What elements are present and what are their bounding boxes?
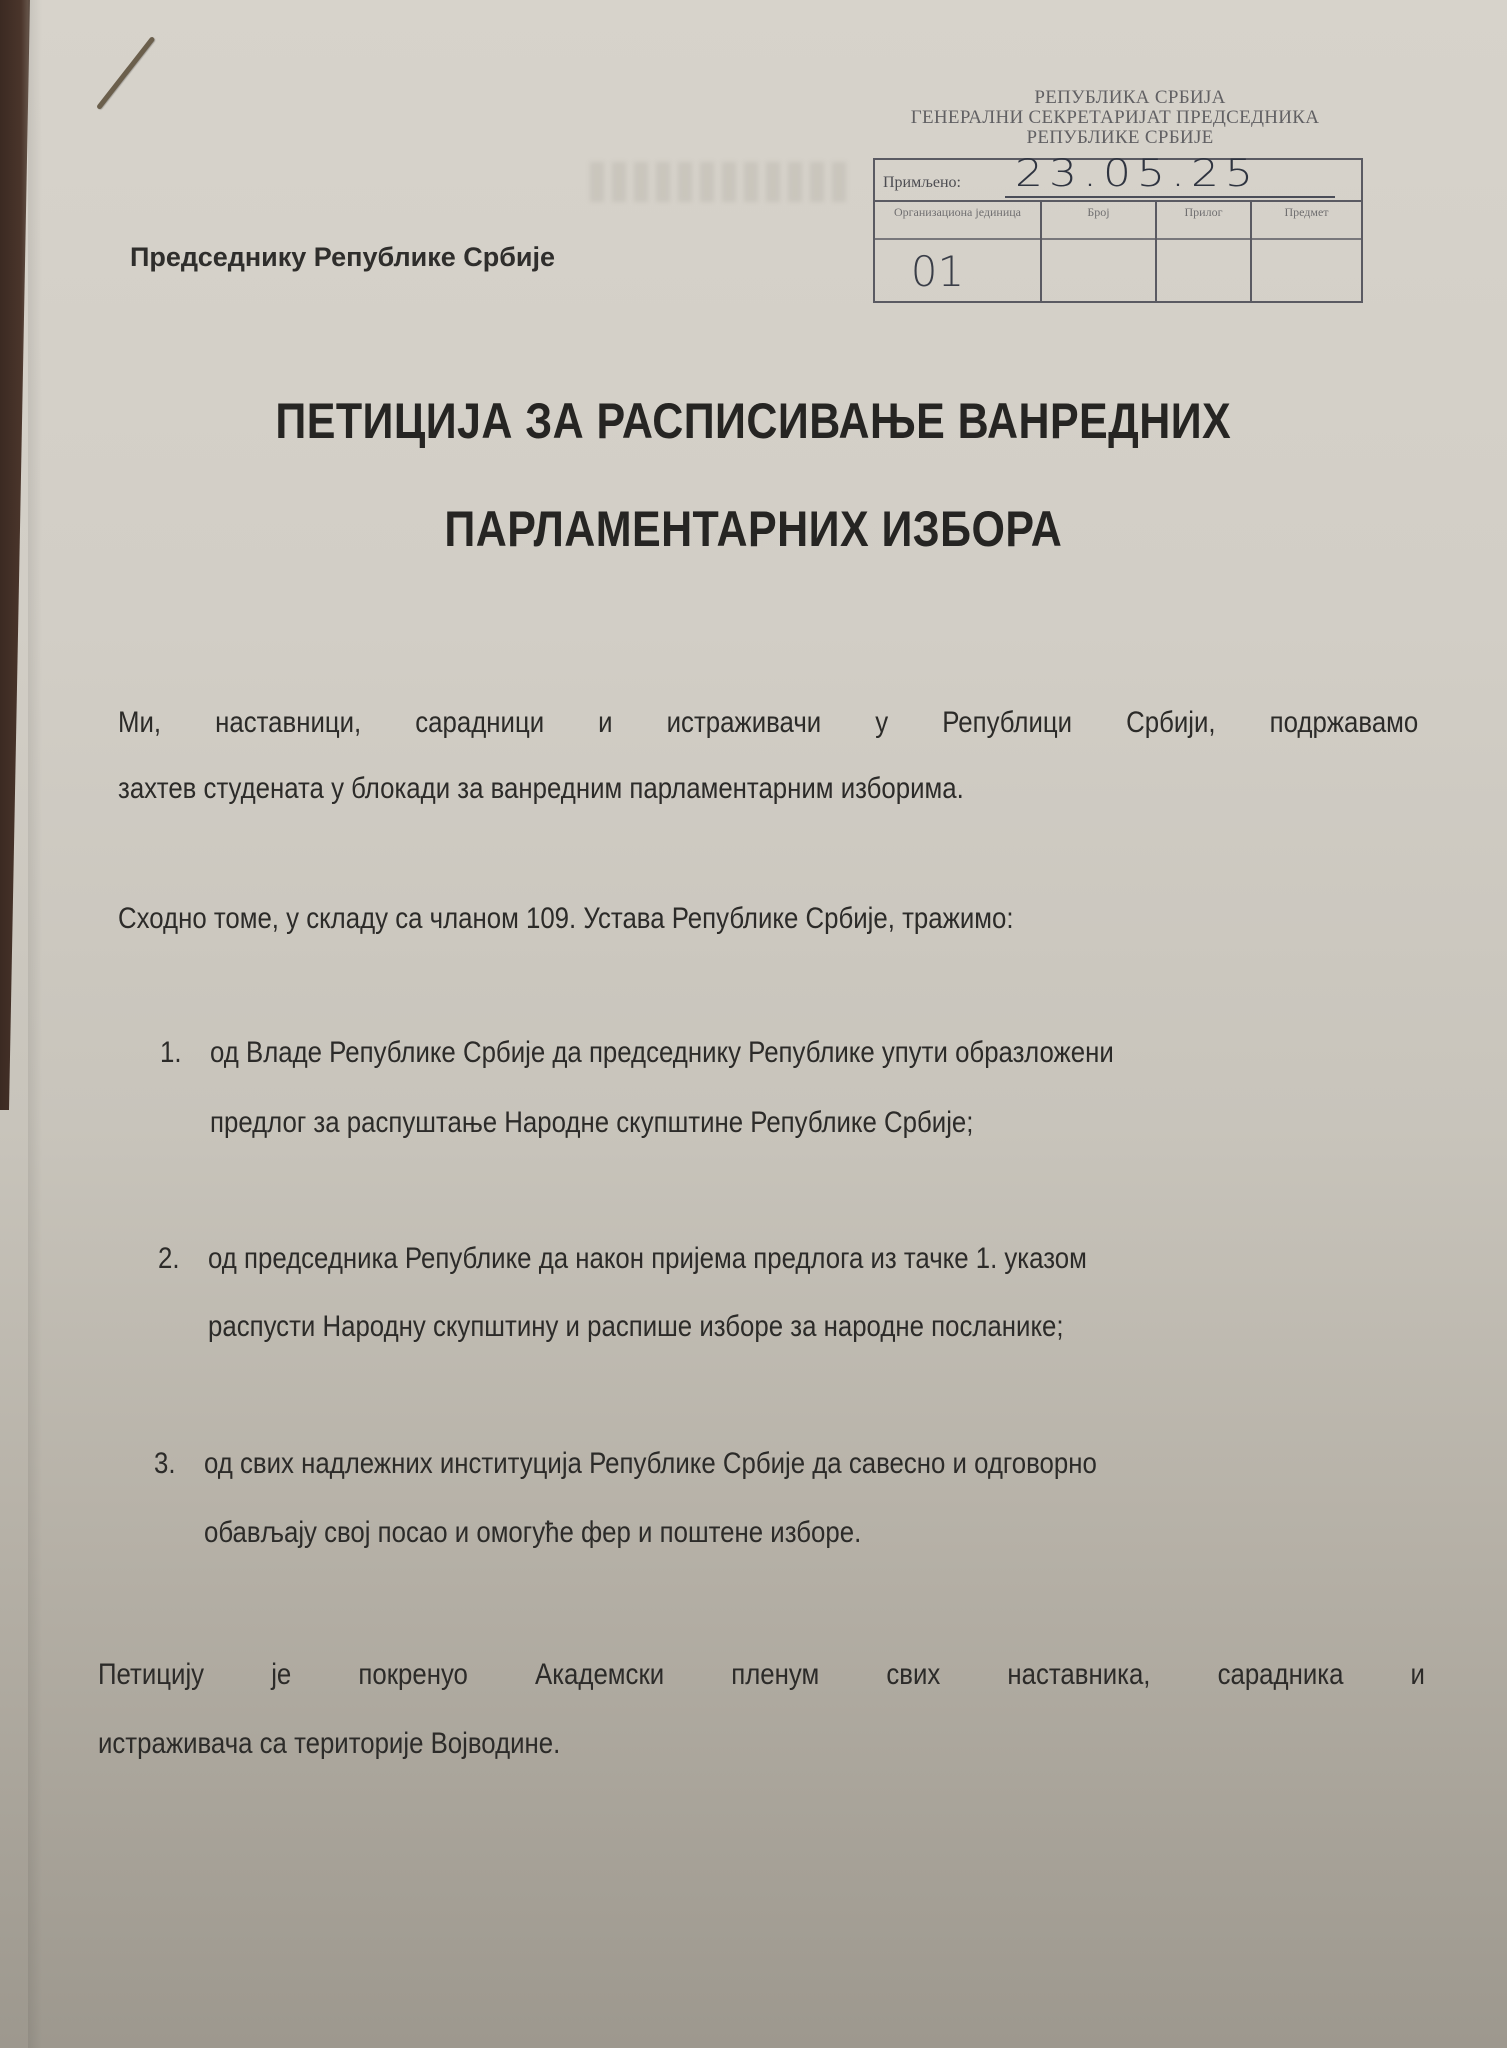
bleed-through-text [590, 162, 850, 202]
word: подржавамо [1269, 706, 1419, 739]
list-item-number: 1. [160, 1036, 182, 1069]
stamp-col-org-unit [875, 202, 1042, 303]
word: наставника, [1007, 1658, 1151, 1691]
stamp-col-label: Прилог [1157, 202, 1250, 240]
stamp-header-line: РЕПУБЛИКА СРБИЈА [1034, 87, 1226, 108]
wood-surface-edge [0, 0, 30, 1110]
word: и [1410, 1658, 1425, 1691]
stamp-col-label: Број [1042, 202, 1155, 240]
word: Петицију [98, 1658, 205, 1691]
paragraph-2: Сходно томе, у складу са чланом 109. Устава Републике Србије, тражимо: [118, 902, 1014, 935]
stamp-header-line: ГЕНЕРАЛНИ СЕКРЕТАРИЈАТ ПРЕДСЕДНИКА [910, 107, 1320, 128]
paper-edge-shadow [28, 0, 42, 2048]
stamp-col-label: Организациона јединица [875, 202, 1040, 240]
stamp-received-label: Примљено: [883, 174, 961, 191]
word: сарадници [415, 706, 545, 739]
word: свих [886, 1658, 941, 1691]
word: наставници, [215, 706, 362, 739]
paragraph-1-line-1 [118, 706, 1418, 740]
document-title-line-1: ПЕТИЦИЈА ЗА РАСПИСИВАЊЕ ВАНРЕДНИХ [275, 393, 1232, 449]
stamp-col-label: Предмет [1252, 202, 1361, 240]
list-item-1-line-1: од Владе Републике Србије да председнику Републике упути образложени [210, 1036, 1114, 1069]
stamp-col-attachment [1157, 202, 1252, 303]
registry-stamp [860, 87, 1370, 296]
list-item-3-line-2: обављају свој посао и омогуће фер и поштене изборе. [204, 1516, 862, 1549]
word: Ми, [118, 706, 162, 739]
stamp-received-row [875, 151, 1361, 202]
list-item-number: 3. [154, 1447, 176, 1480]
word: Републици [942, 706, 1073, 739]
stamp-header [860, 88, 1370, 148]
document-title-line-2: ПАРЛАМЕНТАРНИХ ИЗБОРА [444, 501, 1063, 557]
closing-line-1 [98, 1658, 1425, 1692]
word: и [598, 706, 613, 739]
word: пленум [731, 1658, 820, 1691]
stamp-col-value [1252, 240, 1361, 303]
word: Академски [534, 1658, 665, 1691]
stamp-col-value [1042, 240, 1155, 303]
list-item-1-line-2: предлог за распуштање Народне скупштине Републике Србије; [210, 1106, 974, 1139]
stamp-col-case [1252, 202, 1361, 303]
list-item-3-line-1: од свих надлежних институција Републике Србије да савесно и одговорно [204, 1447, 1097, 1480]
stamp-col-value: 01 [910, 247, 965, 296]
word: Србији, [1126, 706, 1216, 739]
stamp-received-date: 23.05.25 [1015, 151, 1259, 196]
list-item-number: 2. [158, 1242, 180, 1275]
stamp-col-value [1157, 240, 1250, 303]
word: истраживачи [666, 706, 822, 739]
stamp-table [873, 151, 1363, 303]
word: у [875, 706, 889, 739]
addressee: Председнику Републике Србије [130, 242, 556, 272]
stamp-col-number [1042, 202, 1157, 303]
word: сарадника [1217, 1658, 1344, 1691]
word: је [271, 1658, 292, 1691]
stamp-columns [875, 202, 1361, 303]
staple-mark-icon [96, 36, 155, 110]
word: покренуо [358, 1658, 468, 1691]
stamp-date-underline [1005, 196, 1335, 198]
paragraph-1-line-2: захтев студената у блокади за ванредним парламентарним изборима. [118, 772, 964, 805]
list-item-2-line-1: од председника Републике да након пријема предлога из тачке 1. указом [208, 1242, 1087, 1275]
list-item-2-line-2: распусти Народну скупштину и распише изборе за народне посланике; [208, 1310, 1064, 1343]
stamp-header-line: РЕПУБЛИКЕ СРБИЈЕ [1026, 127, 1214, 148]
closing-line-2: истраживача са територије Војводине. [98, 1727, 561, 1760]
